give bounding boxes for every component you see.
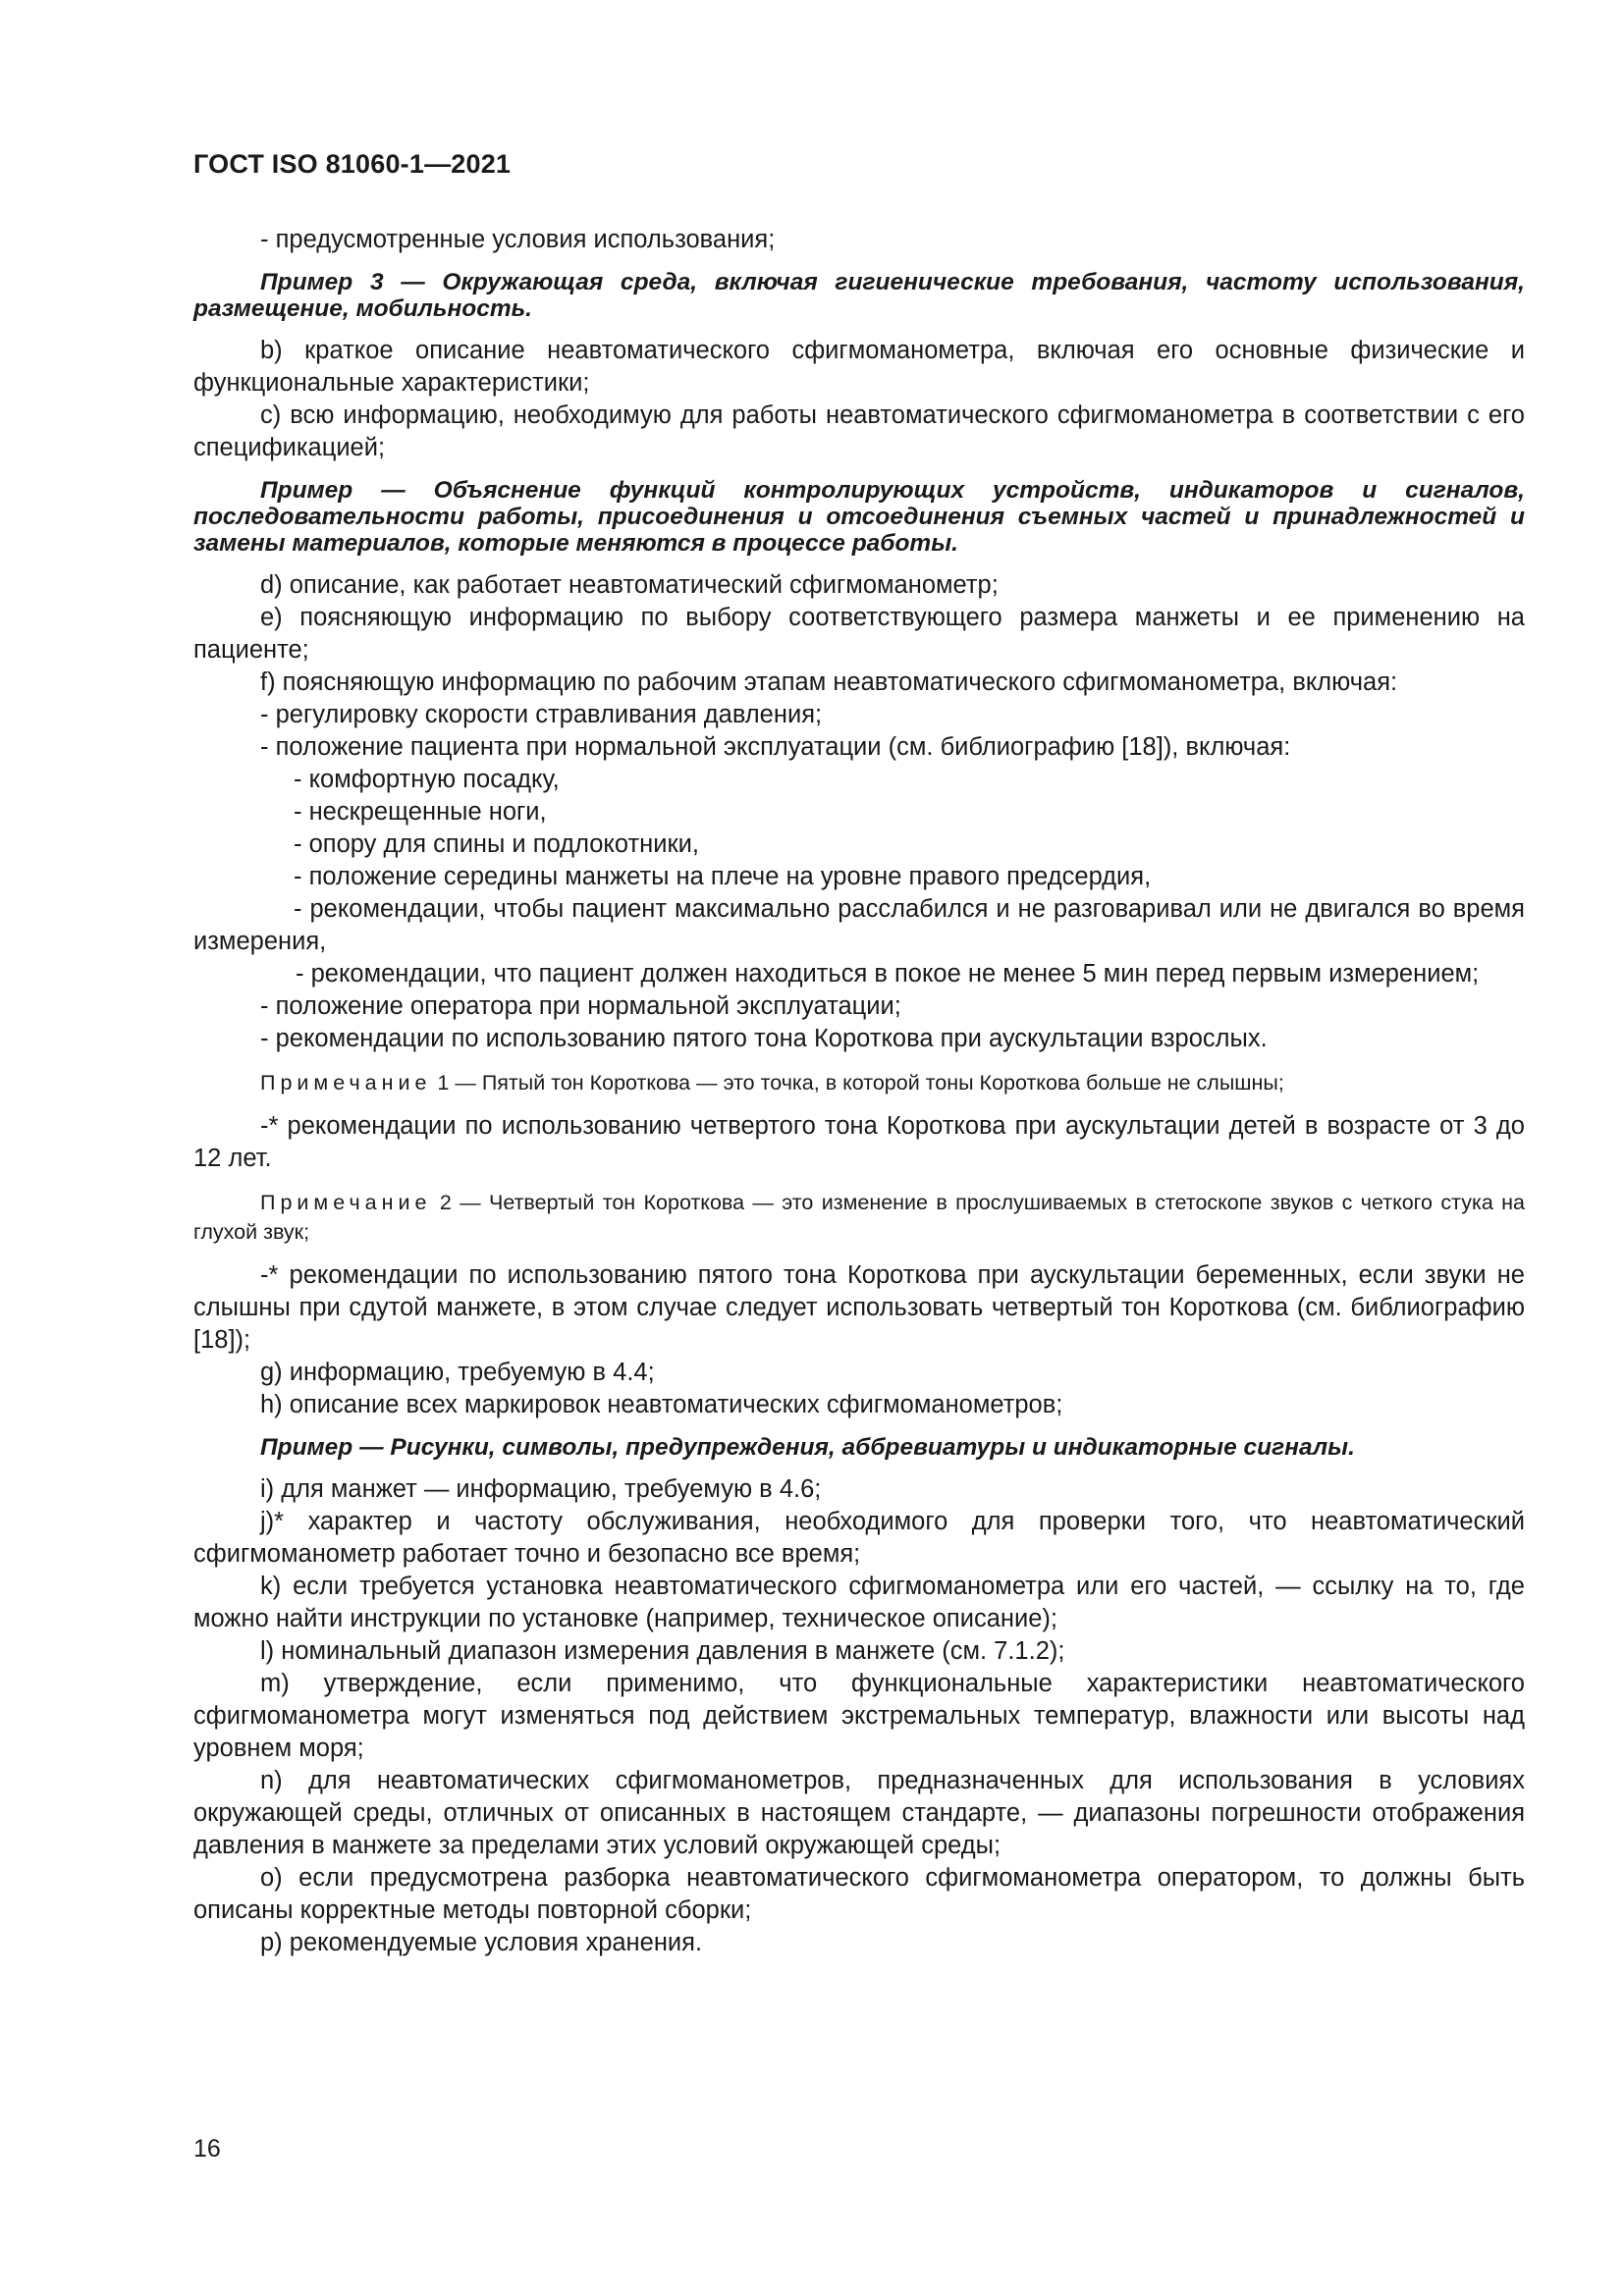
- example-block: Пример — Рисунки, символы, предупреждения, аббревиатуры и индикаторные сигналы.: [260, 1434, 1355, 1461]
- list-item: - комфортную посадку,: [294, 766, 560, 793]
- document-header: ГОСТ ISO 81060-1—2021: [193, 149, 512, 179]
- page-body: [193, 224, 1525, 1959]
- page-number: 16: [193, 2135, 221, 2163]
- note-text: 2 — Четвертый тон Короткова — это изменение в прослушиваемых в стетоскопе звуков с четкого стука на глухой звук;: [193, 1191, 1525, 1244]
- list-item: - положение пациента при нормальной эксплуатации (см. библиографию [18]), включая:: [260, 733, 1291, 761]
- note-text: 1 — Пятый тон Короткова — это точка, в которой тоны Короткова больше не слышны;: [431, 1071, 1284, 1095]
- note-block: [193, 1068, 1525, 1097]
- list-item: - опору для спины и подлокотники,: [294, 830, 699, 858]
- list-item: f) поясняющую информацию по рабочим этапам неавтоматического сфигмоманометра, включая:: [260, 668, 1398, 696]
- list-item: n) для неавтоматических сфигмоманометров, предназначенных для использования в условиях окружающей среды, отличных от описанных в настоящем стандарте, — диапазоны погрешности отображения давления в манжете за пределами этих условий окружающей среды;: [193, 1767, 1525, 1859]
- list-item: l) номинальный диапазон измерения давления в манжете (см. 7.1.2);: [260, 1637, 1065, 1665]
- list-item: m) утверждение, если применимо, что функциональные характеристики неавтоматического сфигмоманометра могут изменяться под действием экстремальных температур, влажности или высоты над уровнем моря;: [193, 1670, 1525, 1762]
- list-item: d) описание, как работает неавтоматический сфигмоманометр;: [260, 571, 999, 599]
- list-item: h) описание всех маркировок неавтоматических сфигмоманометров;: [260, 1391, 1063, 1418]
- list-item: - предусмотренные условия использования;: [260, 226, 776, 253]
- note-block: [193, 1188, 1525, 1247]
- list-item: -* рекомендации по использованию четвертого тона Короткова при аускультации детей в возрасте от 3 до 12 лет.: [193, 1112, 1525, 1172]
- list-item: c) всю информацию, необходимую для работы неавтоматического сфигмоманометра в соответствии с его спецификацией;: [193, 401, 1525, 461]
- list-item: - рекомендации, чтобы пациент максимально расслабился и не разговаривал или не двигался во время измерения,: [193, 895, 1525, 955]
- list-item: - положение оператора при нормальной эксплуатации;: [260, 992, 901, 1020]
- list-item: - рекомендации по использованию пятого тона Короткова при аускультации взрослых.: [260, 1025, 1268, 1052]
- list-item: - нескрещенные ноги,: [294, 798, 547, 826]
- example-block: Пример — Объяснение функций контролирующих устройств, индикаторов и сигналов, последовательности работы, присоединения и отсоединения съемных частей и принадлежностей и замены материалов, которые меняются в процессе работы.: [193, 477, 1525, 557]
- list-item: e) поясняющую информацию по выбору соответствующего размера манжеты и ее применению на пациенте;: [193, 604, 1525, 664]
- list-item: p) рекомендуемые условия хранения.: [260, 1929, 703, 1956]
- note-label: Примечание: [260, 1071, 432, 1095]
- list-item: k) если требуется установка неавтоматического сфигмоманометра или его частей, — ссылку на то, где можно найти инструкции по установке (например, техническое описание);: [193, 1573, 1525, 1632]
- list-item: j)* характер и частоту обслуживания, необходимого для проверки того, что неавтоматический сфигмоманометр работает точно и безопасно все время;: [193, 1508, 1525, 1568]
- list-item: -* рекомендации по использованию пятого тона Короткова при аускультации беременных, если звуки не слышны при сдутой манжете, в этом случае следует использовать четвертый тон Короткова (см. библиографию [18]);: [193, 1261, 1525, 1354]
- list-item: - положение середины манжеты на плече на уровне правого предсердия,: [294, 863, 1152, 890]
- list-item: g) информацию, требуемую в 4.4;: [260, 1359, 655, 1386]
- example-block: Пример 3 — Окружающая среда, включая гигиенические требования, частоту использования, размещение, мобильность.: [193, 269, 1525, 322]
- list-item: - рекомендации, что пациент должен находиться в покое не менее 5 мин перед первым измерением;: [296, 960, 1480, 988]
- note-label: Примечание: [260, 1191, 432, 1214]
- list-item: - регулировку скорости стравливания давления;: [260, 701, 823, 728]
- list-item: i) для манжет — информацию, требуемую в 4.6;: [260, 1475, 822, 1503]
- list-item: o) если предусмотрена разборка неавтоматического сфигмоманометра оператором, то должны быть описаны корректные методы повторной сборки;: [193, 1864, 1525, 1924]
- list-item: b) краткое описание неавтоматического сфигмоманометра, включая его основные физические и функциональные характеристики;: [193, 337, 1525, 397]
